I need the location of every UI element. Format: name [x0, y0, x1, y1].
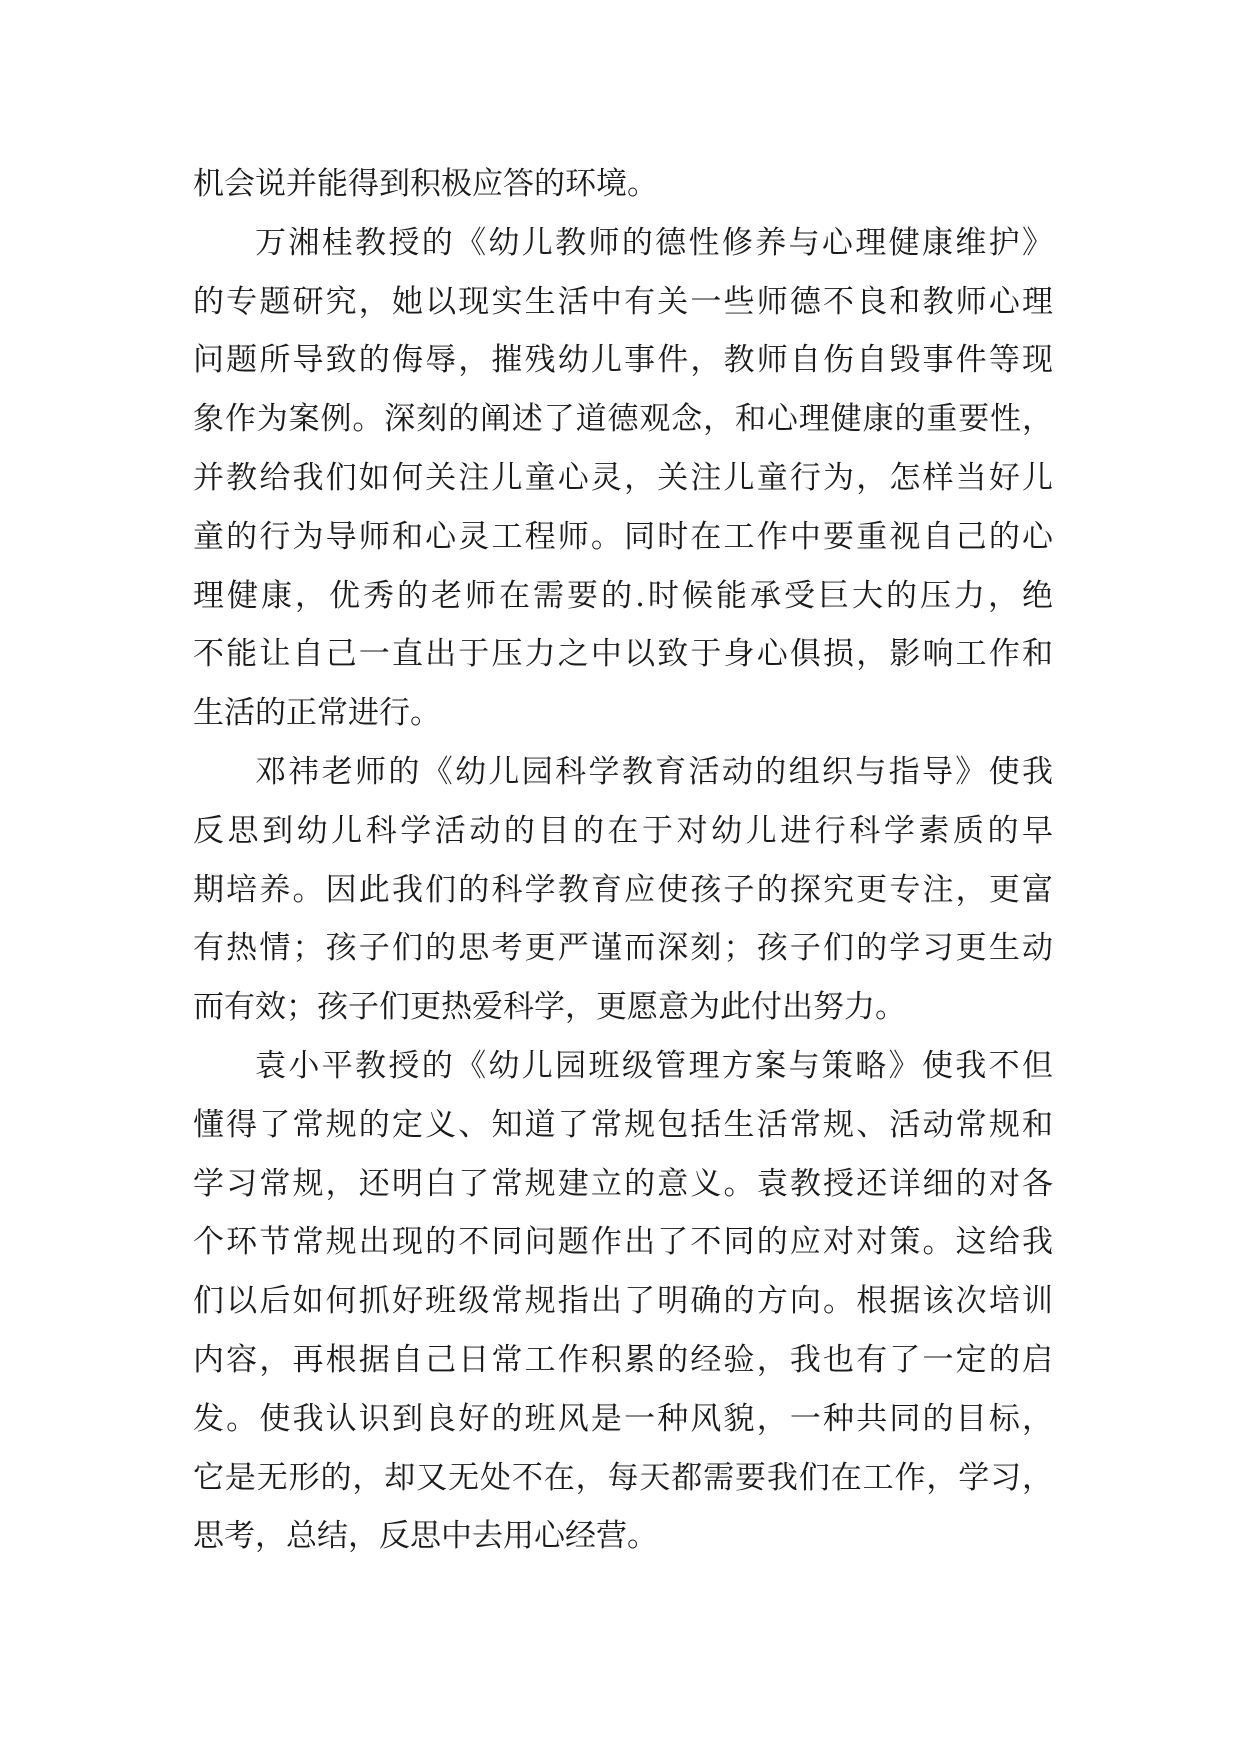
text-line: 懂得了常规的定义、知道了常规包括生活常规、活动常规和: [193, 1106, 1053, 1143]
text-line: 个环节常规出现的不同问题作出了不同的应对对策。这给我: [193, 1224, 1053, 1261]
text-line: 反思到幼儿科学活动的目的在于对幼儿进行科学素质的早: [193, 812, 1053, 849]
paragraph-1: [193, 155, 1053, 214]
paragraph-3: [193, 743, 1053, 1037]
text-line: 而有效；孩子们更热爱科学，更愿意为此付出努力。: [193, 989, 906, 1026]
text-line: 袁小平教授的《幼儿园班级管理方案与策略》使我不但: [255, 1047, 1053, 1084]
text-line: 期培养。因此我们的科学教育应使孩子的探究更专注，更富: [193, 871, 1053, 908]
paragraph-4: [193, 1037, 1053, 1566]
text-line: 童的行为导师和心灵工程师。同时在工作中要重视自己的心: [193, 518, 1053, 555]
text-line: 有热情；孩子们的思考更严谨而深刻；孩子们的学习更生动: [193, 930, 1053, 967]
text-line: 理健康，优秀的老师在需要的.时候能承受巨大的压力，绝: [193, 577, 1053, 614]
text-line: 邓祎老师的《幼儿园科学教育活动的组织与指导》使我: [255, 753, 1053, 790]
text-line: 机会说并能得到积极应答的环境。: [193, 166, 658, 202]
text-line: 生活的正常进行。: [193, 695, 441, 732]
paragraph-2: [193, 214, 1053, 743]
text-line: 万湘桂教授的《幼儿教师的德性修养与心理健康维护》: [255, 224, 1053, 261]
text-line: 它是无形的，却又无处不在，每天都需要我们在工作，学习，: [193, 1459, 1053, 1496]
text-line: 并教给我们如何关注儿童心灵，关注儿童行为，怎样当好儿: [193, 459, 1053, 496]
text-line: 的专题研究，她以现实生活中有关一些师德不良和教师心理: [193, 283, 1053, 320]
text-line: 内容，再根据自己日常工作积累的经验，我也有了一定的启: [193, 1341, 1053, 1378]
body-text: [193, 155, 1053, 1566]
text-line: 象作为案例。深刻的阐述了道德观念，和心理健康的重要性，: [193, 401, 1053, 438]
text-line: 不能让自己一直出于压力之中以致于身心俱损，影响工作和: [193, 636, 1053, 673]
text-line: 思考，总结，反思中去用心经营。: [193, 1518, 658, 1555]
text-line: 们以后如何抓好班级常规指出了明确的方向。根据该次培训: [193, 1283, 1053, 1320]
text-line: 发。使我认识到良好的班风是一种风貌，一种共同的目标，: [193, 1400, 1053, 1437]
text-line: 学习常规，还明白了常规建立的意义。袁教授还详细的对各: [193, 1165, 1053, 1202]
text-line: 问题所导致的侮辱，摧残幼儿事件，教师自伤自毁事件等现: [193, 342, 1053, 379]
